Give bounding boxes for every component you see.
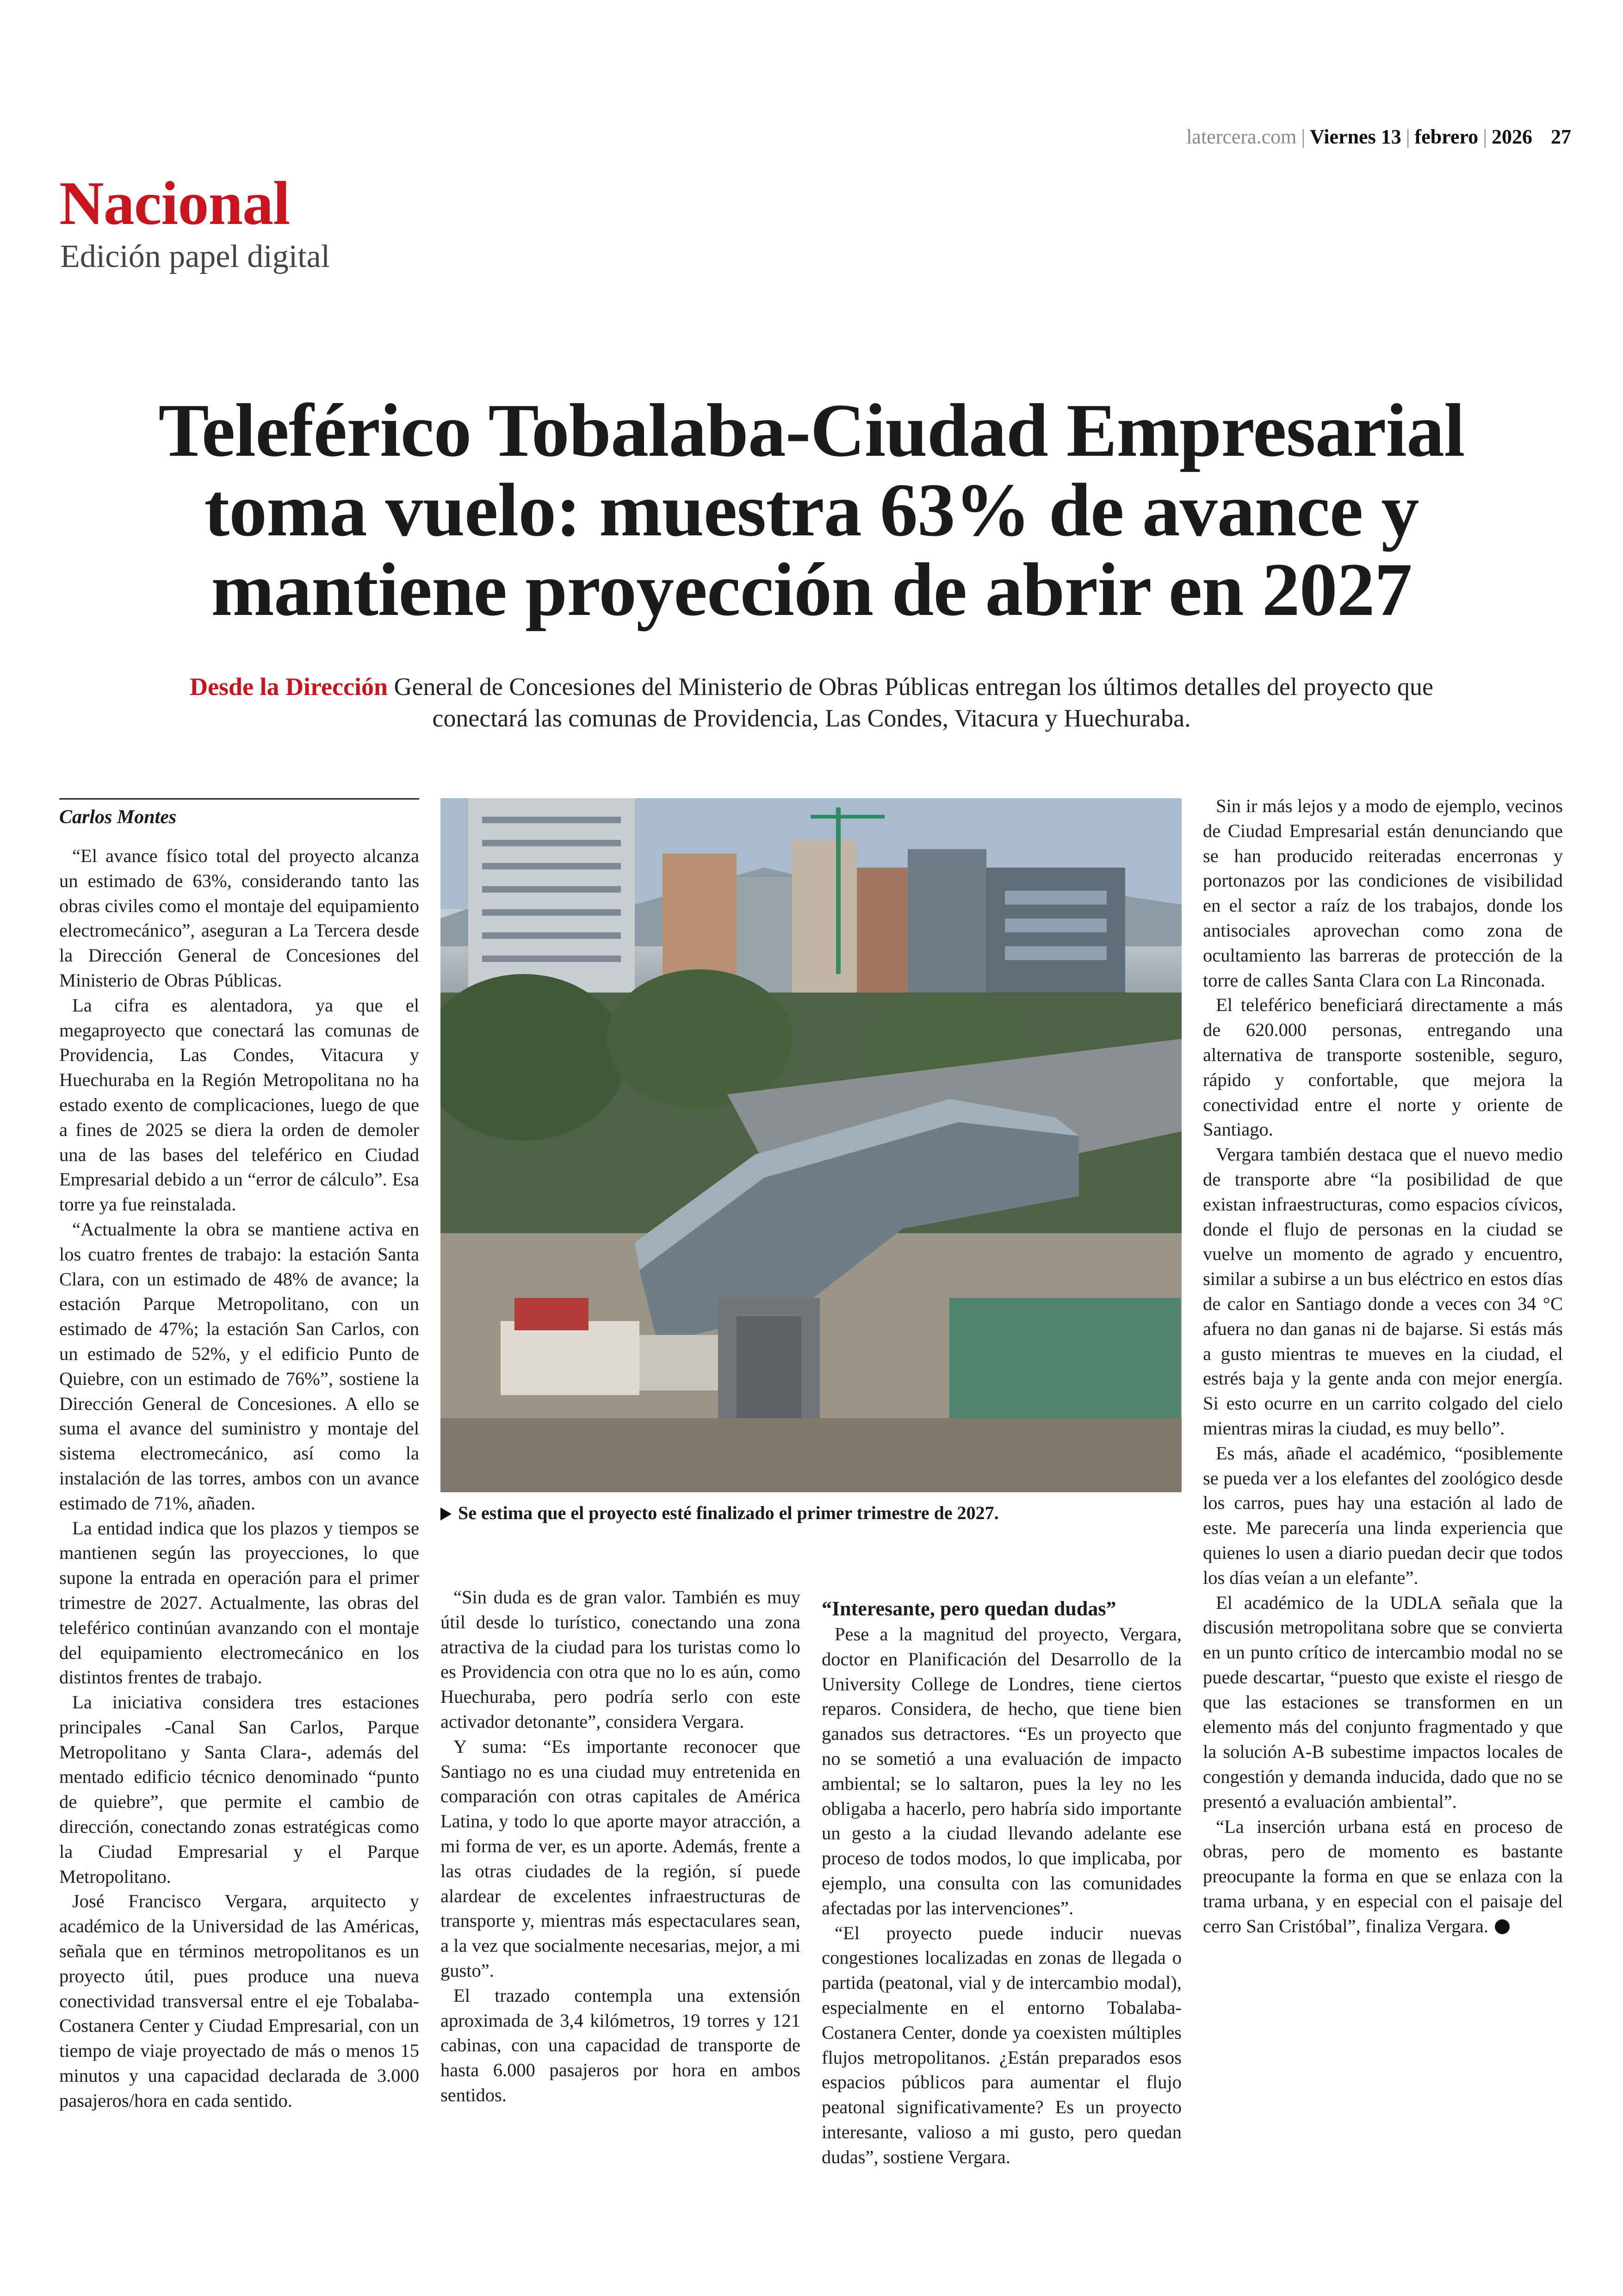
paragraph: Pese a la magnitud del proyecto, Vergara, doctor en Planificación del Desarrollo de la University College de Londres, tiene ciertos reparos. Considera, de hecho, que tiene bien ganados sus detractores. “Es un proyecto que no se sometió a una evaluación de impacto ambiental; se lo saltaron, pues la ley no les obligaba a hacerlo, pero habría sido importante un gesto a la ciudad llevando adelante ese proceso de todos modos, lo que implicaba, por ejemplo, una consulta con las comunidades afectadas por las intervenciones”. [822,1624,1182,1918]
paragraph: “Actualmente la obra se mantiene activa en los cuatro frentes de trabajo: la estación Santa Clara, con un estimado de 48% de avance; la estación Parque Metropolitano, con un estimado de 47%; la estación San Carlos, con un estimado de 52%, y el edificio Punto de Quiebre, con un estimado de 76%”, sostiene la Dirección General de Concesiones. A ello se suma el avance del suministro y montaje del sistema electromecánico, así como la instalación de las torres, ambos con un avance estimado de 71%, añaden. [59,1218,419,1514]
article-column-1 [59,844,419,2113]
paragraph: La cifra es alentadora, ya que el megaproyecto que conectará las comunas de Providencia, Las Condes, Vitacura y Huechuraba en la Región Metropolitana no ha estado exento de complicaciones, luego de que a fines de 2025 se diera la orden de demoler una de las bases del teleférico en Ciudad Empresarial debido a un “error de cálculo”. Esa torre ya fue reinstalada. [59,994,419,1215]
byline: Carlos Montes [59,798,419,828]
cable-car-station-illustration [440,798,1182,1492]
section-title: Nacional [59,169,290,237]
end-mark-icon [1495,1919,1510,1934]
paragraph: Y suma: “Es importante reconocer que Santiago no es una ciudad muy entretenida en comparación con otras capitales de América Latina, y todo lo que aporte mayor atracción, a mi forma de ver, es un aporte. Además, frente a las otras ciudades de la región, sí puede alardear de excelentes infraestructuras de transporte y, mientras más espectaculares sean, a la vez que socialmente necesarias, mejor, a mi gusto”. [440,1736,800,1981]
paragraph: La entidad indica que los plazos y tiempos se mantienen según las proyecciones, lo que supone la entrada en operación para el primer trimestre de 2027. Actualmente, las obras del teleférico continúan avanzando con el montaje del equipamiento electromecánico en los distintos frentes de trabajo. [59,1517,419,1688]
paragraph: Vergara también destaca que el nuevo medio de transporte abre “la posibilidad de que existan infraestructuras, como espacios cívicos, donde el flujo de personas en la ciudad se vuelve un momento de agrado y encuentro, similar a subirse a un bus eléctrico en estos días de calor en Santiago donde a veces con 34 °C afuera no dan ganas ni de bajarse. Si estás más a gusto mientras te mueves en la ciudad, el estrés baja y la gente anda con mejor energía. Si esto ocurre en un carrito colgado del cielo mientras miras la ciudad, es muy bello”. [1203,1144,1563,1439]
headline-line-2: toma vuelo: muestra 63% de avance y [204,468,1419,552]
date-month: febrero [1414,125,1479,148]
article-subhead: “Interesante, pero quedan dudas” [822,1597,1116,1620]
headline-line-1: Teleférico Tobalaba-Ciudad Empresarial [158,389,1465,472]
paragraph: El teleférico beneficiará directamente a más de 620.000 personas, entregando una alternativa de transporte sostenible, seguro, rápido y confortable, que mejora la conectividad entre el norte y oriente de Santiago. [1203,994,1563,1140]
paragraph-final-text: “La inserción urbana está en proceso de obras, pero de momento es bastante preocupante la forma en que se enlaza con la trama urbana, y en especial con el paisaje del cerro San Cristóbal”, finaliza Vergara. [1203,1816,1563,1936]
date-day: Viernes 13 [1310,125,1401,148]
article-column-2 [440,1585,800,2108]
paragraph: “El proyecto puede inducir nuevas congestiones localizadas en zonas de llegada o partida (peatonal, vial y de intercambio modal), especialmente en el entorno Tobalaba-Costanera Center, donde ya coexisten múltiples flujos metropolitanos. ¿Están preparados esos espacios públicos para aumentar el flujo peatonal significativamente? Es un proyecto interesante, valioso a mi gusto, pero quedan dudas”, sostiene Vergara. [822,1922,1182,2167]
caption-text: Se estima que el proyecto esté finalizado el primer trimestre de 2027. [458,1502,999,1523]
photo-caption [440,1502,1182,1525]
edition-label: Edición papel digital [60,239,330,274]
caption-arrow-icon [440,1508,452,1520]
page-masthead: latercera.com | Viernes 13 | febrero | 2026 27 [1186,125,1571,148]
paragraph: La iniciativa considera tres estaciones principales -Canal San Carlos, Parque Metropolitano y Santa Clara-, además del mentado edificio técnico denominado “punto de quiebre”, que permite el cambio de dirección, conectando zonas estratégicas como la Ciudad Empresarial y el Parque Metropolitano. [59,1692,419,1887]
headline-line-3: mantiene proyección de abrir en 2027 [211,548,1412,632]
deck [139,671,1484,734]
deck-text: General de Concesiones del Ministerio de Obras Públicas entregan los últimos detalles del proyecto que conectará las comunas de Providencia, Las Condes, Vitacura y Huechuraba. [388,673,1433,732]
site-name[interactable]: latercera.com [1186,125,1297,148]
paragraph: José Francisco Vergara, arquitecto y académico de la Universidad de las Américas, señala que en términos metropolitanos es un proyecto útil, pues produce una nueva conectividad transversal entre el eje Tobalaba-Costanera Center y Ciudad Empresarial, con un tiempo de viaje proyectado de más o menos 15 minutos y una capacidad declarada de 3.000 pasajeros/hora en cada sentido. [59,1891,419,2111]
paragraph: Es más, añade el académico, “posiblemente se pueda ver a los elefantes del zoológico desde los carros, pues hay una estación al lado de este. Me parecería una linda experiencia que quienes lo usen a diario puedan decir que todos los días veían a un elefante”. [1203,1442,1563,1588]
paragraph: “El avance físico total del proyecto alcanza un estimado de 63%, considerando tanto las obras civiles como el montaje del equipamiento electromecánico”, aseguran a La Tercera desde la Dirección General de Concesiones del Ministerio de Obras Públicas. [59,845,419,991]
page-number: 27 [1551,125,1571,148]
paragraph: “Sin duda es de gran valor. También es muy útil desde lo turístico, conectando una zona atractiva de la ciudad para los turistas como lo es Providencia con otra que no lo es aún, como Huechuraba, pero podría serlo con este activador detonante”, considera Vergara. [440,1587,800,1732]
article-photo [440,798,1182,1492]
date-year: 2026 [1492,125,1532,148]
deck-lead: Desde la Dirección [190,673,388,701]
article-column-4 [1203,794,1563,1939]
paragraph: El trazado contempla una extensión aproximada de 3,4 kilómetros, 19 torres y 121 cabinas, con una capacidad de transporte de hasta 6.000 pasajeros por hora en ambos sentidos. [440,1985,800,2105]
article-column-3 [822,1585,1182,2170]
paragraph-final [1203,1814,1563,1939]
paragraph: El académico de la UDLA señala que la discusión metropolitana sobre que se convierta en un punto crítico de intercambio modal no se puede descartar, “puesto que existe el riesgo de que las estaciones se transformen en un elemento más del conjunto fragmentado y que la solución A-B subestime impactos locales de congestión y demanda inducida, dado que no se presentó a evaluación ambiental”. [1203,1592,1563,1812]
headline [46,391,1577,630]
paragraph: Sin ir más lejos y a modo de ejemplo, vecinos de Ciudad Empresarial están denunciando que se han producido reiteradas encerronas y portonazos por las condiciones de visibilidad en el sector a raíz de los trabajos, donde los antisociales aprovechan como zona de ocultamiento las barreras de protección de la torre de calles Santa Clara con La Rinconada. [1203,795,1563,991]
